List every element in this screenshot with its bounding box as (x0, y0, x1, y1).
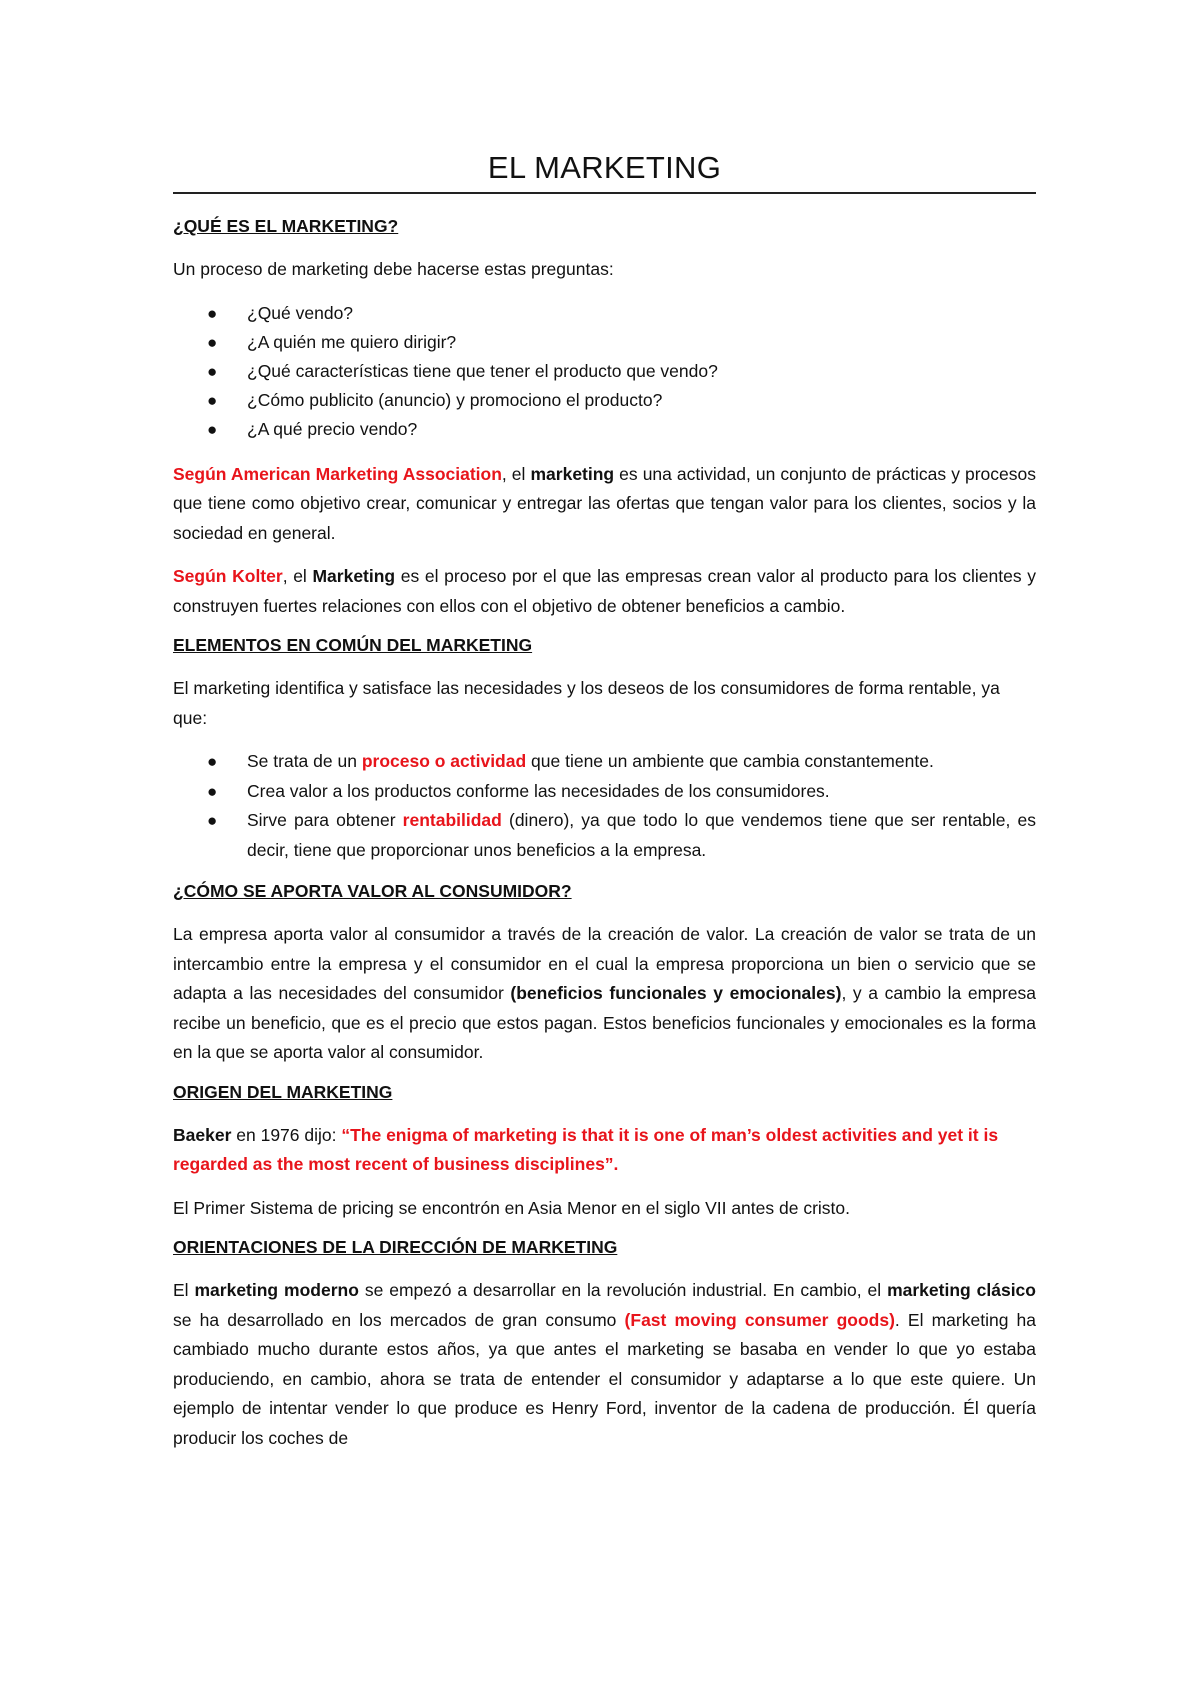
list-item: ● ¿Cómo publicito (anuncio) y promociono el producto? (173, 386, 1036, 415)
heading-elementos: ELEMENTOS EN COMÚN DEL MARKETING (173, 635, 533, 655)
paragraph-pricing: El Primer Sistema de pricing se encontrón en Asia Menor en el siglo VII antes de cristo. (173, 1197, 850, 1218)
paragraph-ama-definition: Según American Marketing Association, el marketing es una actividad, un conjunto de prácticas y procesos que tiene como objetivo crear, comunicar y entregar las ofertas que tengan valor para los clientes, socios y la sociedad en general. (173, 463, 1036, 543)
kolter-source: Según Kolter (173, 566, 283, 586)
paragraph-baeker-quote: Baeker en 1976 dijo: “The enigma of marketing is that it is one of man’s oldest activities and yet it is regarded as the most recent of business disciplines”. (173, 1124, 999, 1174)
ama-source: Según American Marketing Association (173, 463, 502, 484)
paragraph-intro: Un proceso de marketing debe hacerse estas preguntas: (173, 259, 614, 279)
heading-origen: ORIGEN DEL MARKETING (173, 1081, 393, 1102)
elementos-list (173, 747, 1036, 865)
paragraph-aporta-valor: La empresa aporta valor al consumidor a través de la creación de valor. La creación de valor se trata de un intercambio entre la empresa y el consumidor en el cual la empresa proporciona un bien o servicio que se adapta a las necesidades del consumidor (beneficios funcionales y emocionales), y a cambio la empresa recibe un beneficio, que es el precio que estos pagan. Estos beneficios funcionales y emocionales es la forma en la que se aporta valor al consumidor. (173, 924, 1036, 1062)
questions-list (173, 299, 1036, 444)
page-title: EL MARKETING (173, 150, 1036, 194)
list-item: ● ¿Qué características tiene que tener el producto que vendo? (173, 357, 1036, 386)
bullet-icon: ● (207, 781, 218, 801)
heading-orientaciones: ORIENTACIONES DE LA DIRECCIÓN DE MARKETING (173, 1237, 618, 1257)
paragraph-elementos-intro: El marketing identifica y satisface las necesidades y los deseos de los consumidores de forma rentable, ya que: (173, 678, 1000, 728)
heading-aporta-valor: ¿CÓMO SE APORTA VALOR AL CONSUMIDOR? (173, 881, 572, 901)
list-item: ● Se trata de un proceso o actividad que tiene un ambiente que cambia constantemente. (173, 747, 1036, 777)
bullet-icon: ● (207, 361, 218, 381)
list-item: ● Crea valor a los productos conforme las necesidades de los consumidores. (173, 777, 1036, 807)
bullet-icon: ● (207, 303, 218, 323)
bullet-icon: ● (207, 419, 218, 439)
bullet-icon: ● (207, 332, 218, 352)
paragraph-kolter-definition: Según Kolter, el Marketing es el proceso por el que las empresas crean valor al producto para los clientes y construyen fuertes relaciones con ellos con el objetivo de obtener beneficios a cambio. (173, 566, 1036, 616)
bullet-icon: ● (207, 811, 218, 830)
list-item: ● Sirve para obtener rentabilidad (dinero), ya que todo lo que vendemos tiene que ser rentable, es decir, tiene que proporcionar unos beneficios a la empresa. (173, 806, 1036, 865)
list-item: ● ¿A quién me quiero dirigir? (173, 328, 1036, 357)
paragraph-orientaciones: El marketing moderno se empezó a desarrollar en la revolución industrial. En cambio, el marketing clásico se ha desarrollado en los mercados de gran consumo (Fast moving consumer goods). El marketing ha cambiado mucho durante estos años, ya que antes el marketing se basaba en vender lo que yo estaba produciendo, en cambio, ahora se trata de entender el consumidor y adaptarse a lo que este quiere. Un ejemplo de intentar vender lo que produce es Henry Ford, inventor de la cadena de producción. Él quería producir los coches de (173, 1280, 1037, 1448)
list-item: ● ¿Qué vendo? (173, 299, 1036, 328)
list-item: ● ¿A qué precio vendo? (173, 415, 1036, 444)
quote-text: “The enigma of marketing is that it is one of man’s oldest activities and yet it is regarded as the most recent of business disciplines”. (173, 1124, 999, 1174)
heading-que-es: ¿QUÉ ES EL MARKETING? (173, 216, 399, 236)
bullet-icon: ● (207, 752, 218, 771)
bullet-icon: ● (207, 390, 218, 410)
